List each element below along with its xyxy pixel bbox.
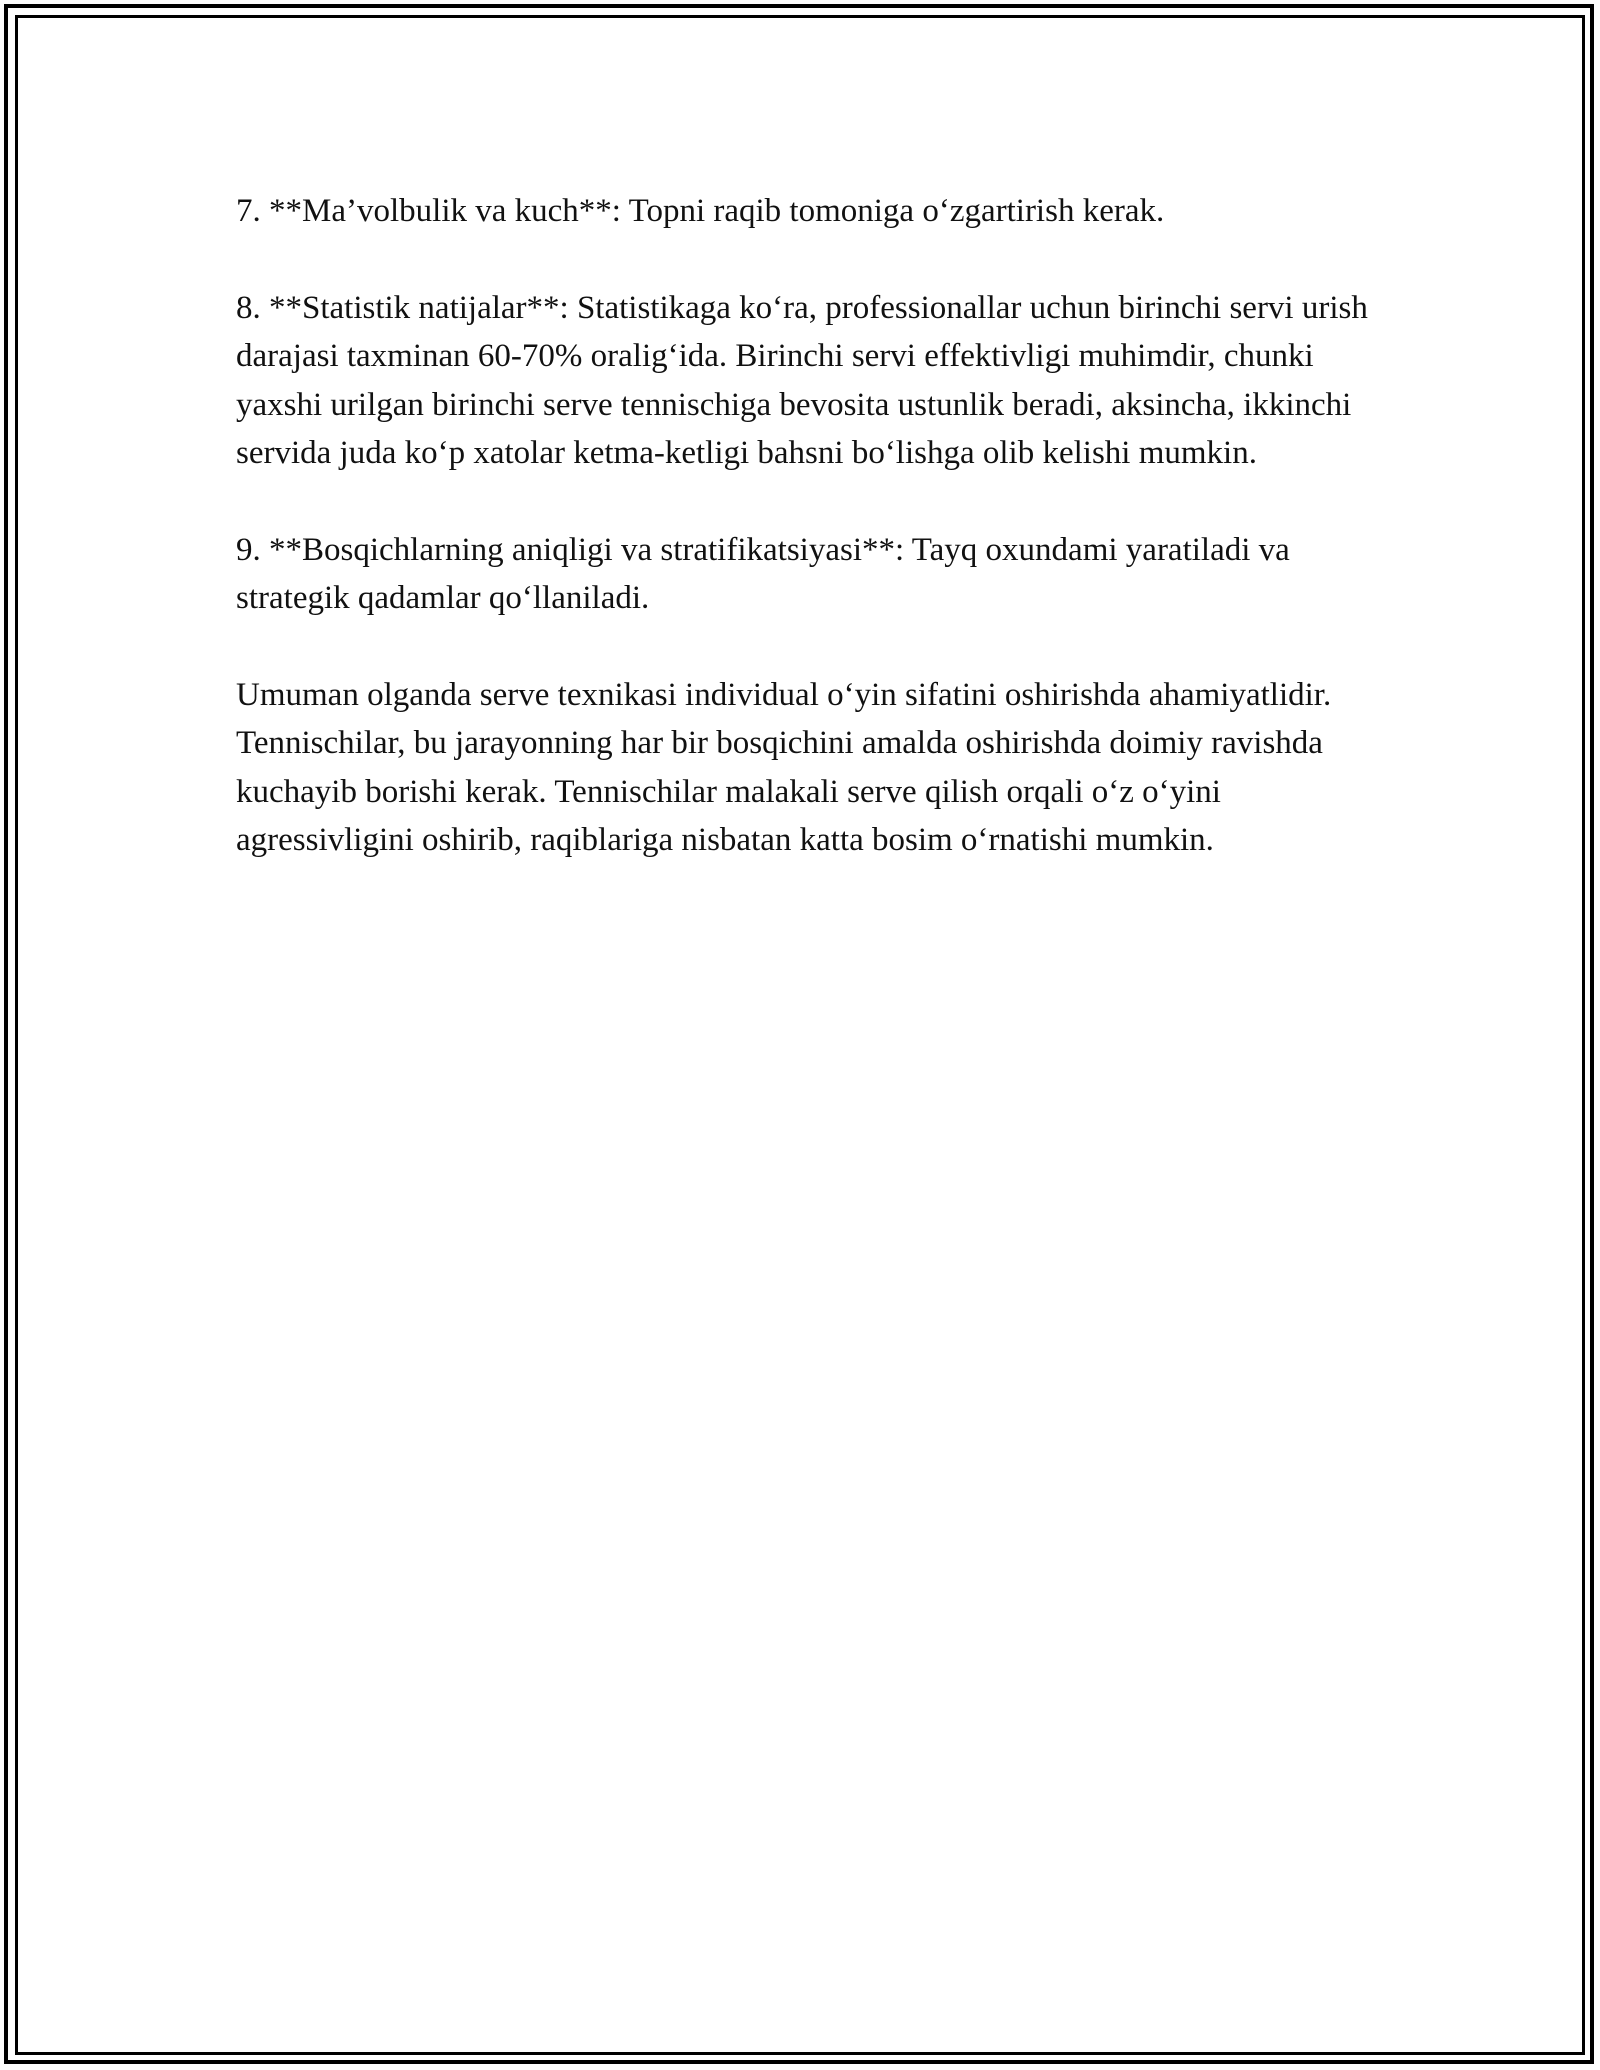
- document-body: [236, 187, 1376, 913]
- paragraph-item-8: 8. **Statistik natijalar**: Statistikaga ko‘ra, professionallar uchun birinchi servi urish darajasi taxminan 60-70% oralig‘ida. Birinchi servi effektivligi muhimdir, chunki yaxshi urilgan birinchi serve tennischiga bevosita ustunlik beradi, aksincha, ikkinchi servida juda ko‘p xatolar ketma-ketligi bahsni bo‘lishga olib kelishi mumkin.: [236, 289, 1368, 471]
- conclusion-paragraph: Umuman olganda serve texnikasi individual o‘yin sifatini oshirishda ahamiyatlidir. Tennischilar, bu jarayonning har bir bosqichini amalda oshirishda doimiy ravishda kuchayib borishi kerak. Tennischilar malakali serve qilish orqali o‘z o‘yini agressivligini oshirib, raqiblariga nisbatan katta bosim o‘rnatishi mumkin.: [236, 676, 1332, 858]
- paragraph-item-9: 9. **Bosqichlarning aniqligi va stratifikatsiyasi**: Tayq oxundami yaratiladi va strategik qadamlar qo‘llaniladi.: [236, 531, 1290, 616]
- paragraph-item-7: 7. **Ma’volbulik va kuch**: Topni raqib tomoniga o‘zgartirish kerak.: [236, 193, 1165, 229]
